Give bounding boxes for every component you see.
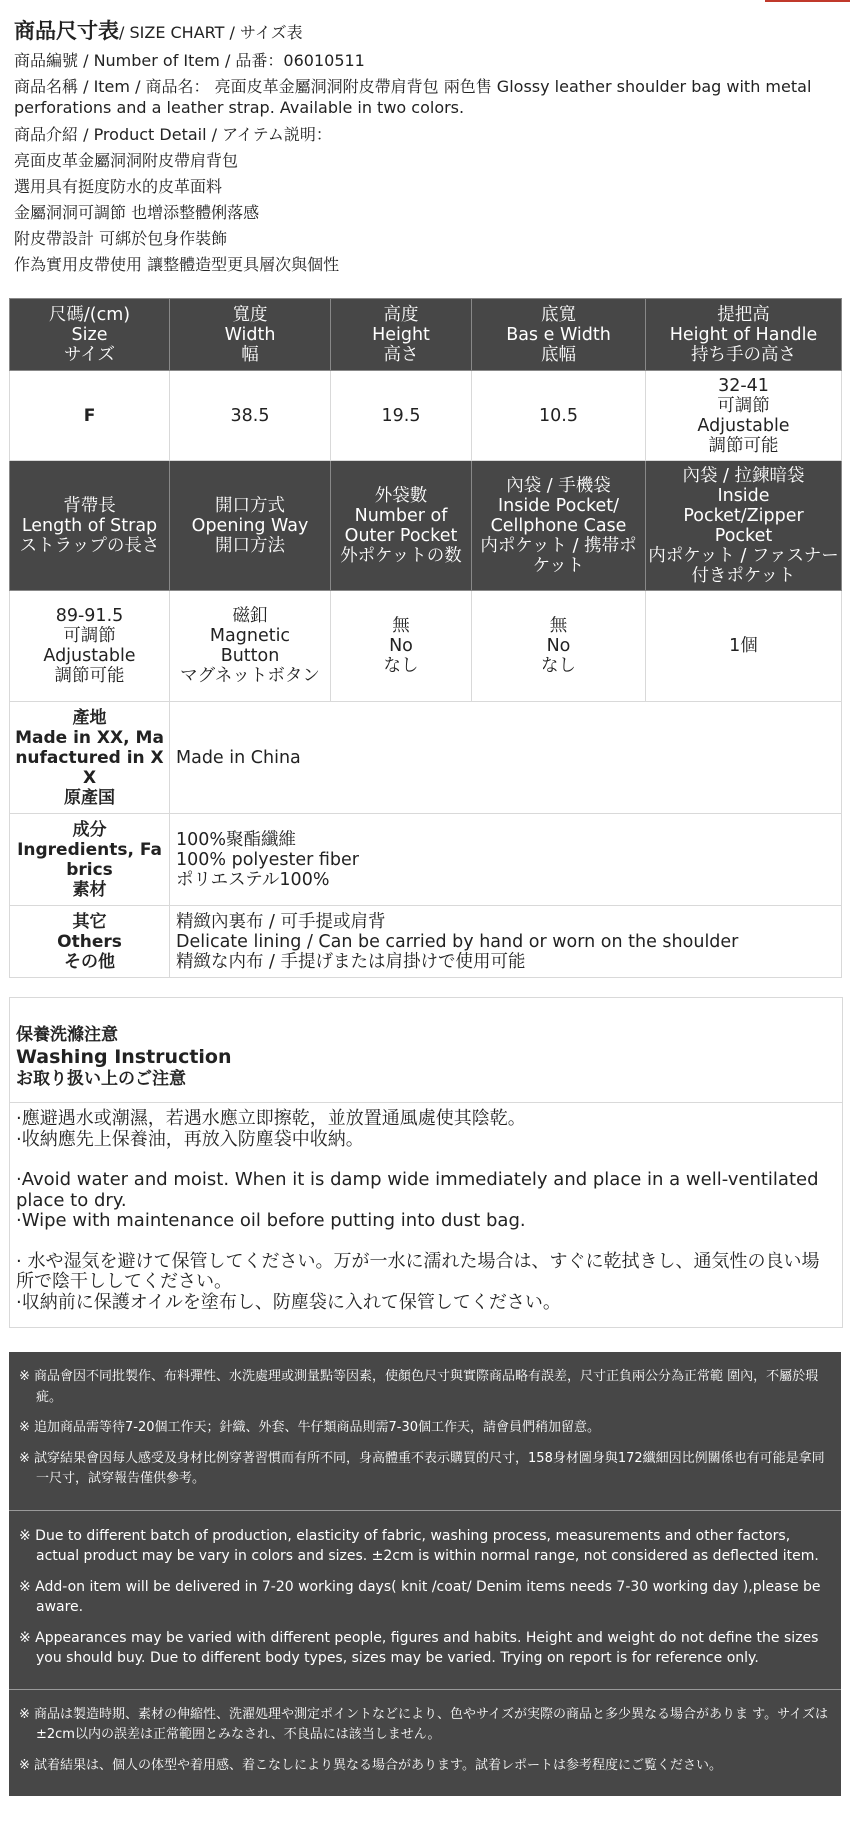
washing-item: · 水や湿気を避けて保管してください。万が一水に濡れた場合は、すぐに乾拭きし、通気性の良い場所で陰干ししてください。 <box>16 1250 820 1292</box>
size-header-row <box>10 299 842 371</box>
cell-line: Bas e Width <box>506 324 611 345</box>
cell-line: Pocket/Zipper <box>683 505 804 526</box>
strap-header-row <box>10 461 842 591</box>
cell-line: 精緻な内布 / 手提げまたは肩掛けで使用可能 <box>176 951 526 972</box>
washing-en-group <box>16 1170 836 1232</box>
washing-ja-group <box>16 1252 836 1314</box>
cell-line: 產地 <box>72 707 107 728</box>
cell-line: Pocket <box>714 525 773 546</box>
cell-line: Cellphone Case <box>490 515 627 536</box>
cell-line: 素材 <box>72 879 107 900</box>
washing-zh-group <box>16 1109 836 1150</box>
cell-line: 調節可能 <box>708 435 779 456</box>
cell-line: Number of <box>354 505 448 526</box>
washing-instruction-box <box>9 997 843 1328</box>
cell-line: F <box>83 405 96 426</box>
cell-line: ストラップの長さ <box>19 535 160 556</box>
detail-line: 金屬洞洞可調節 也增添整體俐落感 <box>14 203 260 222</box>
product-detail-label: 商品介紹 / Product Detail / アイテム説明： <box>14 125 332 144</box>
cell-line: 高度 <box>383 304 419 325</box>
size-value-row <box>10 371 842 461</box>
cell-line: 底幅 <box>541 344 576 365</box>
washing-item: ·収納前に保護オイルを塗布し、防塵袋に入れて保管してください。 <box>16 1291 561 1313</box>
notice-ja-group <box>9 1690 841 1797</box>
opening-way-cell <box>170 591 331 702</box>
cell-line: Height of Handle <box>669 324 818 345</box>
cell-line: Others <box>57 931 122 952</box>
cell-line: 原產国 <box>64 787 115 808</box>
cell-line: その他 <box>64 951 115 972</box>
cell-line: 10.5 <box>539 405 578 426</box>
cell-line: 幅 <box>241 344 259 365</box>
washing-item: ·應避遇水或潮濕，若遇水應立即擦乾，並放置通風處使其陰乾。 <box>16 1108 526 1129</box>
corner-accent-line <box>765 0 850 2</box>
handle-height-cell <box>646 371 842 461</box>
cell-line: 無 <box>392 616 410 636</box>
others-label <box>10 906 170 978</box>
strap-value-row <box>10 591 842 702</box>
cell-line: Height <box>372 324 430 345</box>
origin-label <box>10 702 170 814</box>
washing-body <box>10 1109 842 1327</box>
cell-line: マグネットボタン <box>180 666 320 686</box>
cell-line: No <box>389 636 413 656</box>
product-detail-list <box>14 148 834 278</box>
zipper-pocket-cell <box>646 591 842 702</box>
cell-line: 可調節 <box>717 395 770 416</box>
cell-line: 高さ <box>383 344 419 365</box>
cell-line: サイズ <box>63 344 116 365</box>
size-chart-title <box>14 18 834 46</box>
notice-box <box>9 1352 841 1796</box>
cell-line: 外ポケットの数 <box>340 545 462 566</box>
size-table <box>9 298 842 978</box>
header-cell <box>10 299 170 371</box>
washing-title-ja: お取り扱い上のご注意 <box>16 1069 186 1089</box>
washing-title <box>10 998 842 1103</box>
origin-row <box>10 702 842 814</box>
title-sub: / SIZE CHART / サイズ表 <box>119 23 303 42</box>
cell-line: 底寬 <box>541 304 576 325</box>
cell-line: Made in China <box>176 747 301 768</box>
item-number: 商品編號 / Number of Item / 品番：06010511 <box>14 51 365 70</box>
cell-line: 內袋 / 手機袋 <box>506 475 611 496</box>
cell-line: Made in XX, Manufactured in XX <box>15 727 164 788</box>
notice-item: ※ 追加商品需等待7-20個工作天；針織、外套、牛仔類商品則需7-30個工作天，請會員們稍加留意。 <box>19 1420 601 1435</box>
cell-line: Opening Way <box>191 515 309 536</box>
base-width-cell <box>472 371 646 461</box>
detail-line: 選用具有挺度防水的皮革面料 <box>14 177 223 196</box>
cell-line: 寬度 <box>232 304 268 325</box>
cell-line: 磁釦 <box>232 606 268 626</box>
cell-line: 内ポケット / ファスナー付きポケット <box>648 545 839 586</box>
title-main: 商品尺寸表 <box>14 19 119 43</box>
cell-line: なし <box>541 656 576 676</box>
cell-line: 開口方式 <box>215 495 285 516</box>
cell-line: 調節可能 <box>54 666 125 686</box>
cell-line: 100%聚酯纖維 <box>176 829 297 850</box>
notice-item: ※ Appearances may be varied with different people, figures and habits. Height and weight do not define the sizes you should buy. Due to different body types, sizes may be varied. Trying on report is for reference only. <box>19 1629 819 1666</box>
inside-pocket-cell <box>472 591 646 702</box>
cell-line: ポリエステル100% <box>176 869 330 890</box>
detail-line: 亮面皮革金屬洞洞附皮帶肩背包 <box>14 151 239 170</box>
cell-line: 89-91.5 <box>55 606 124 626</box>
notice-item: ※ 試穿結果會因每人感受及身材比例穿著習慣而有所不同，身高體重不表示購買的尺寸，158身材圖身與172纖細因比例關係也有可能是拿同一尺寸，試穿報告僅供參考。 <box>19 1450 825 1486</box>
width-cell <box>170 371 331 461</box>
washing-item: ·Avoid water and moist. When it is damp wide immediately and place in a well-ventilated place to dry. <box>16 1169 819 1211</box>
cell-line: 内ポケット / 携帯ポケット <box>480 535 637 576</box>
cell-line: 100% polyester fiber <box>176 849 359 870</box>
strap-length-cell <box>10 591 170 702</box>
height-cell <box>331 371 472 461</box>
cell-line: Adjustable <box>43 646 136 666</box>
cell-line: Delicate lining / Can be carried by hand or worn on the shoulder <box>176 931 739 952</box>
cell-line: 背帶長 <box>63 495 116 516</box>
notice-en-group <box>9 1511 841 1690</box>
ingredients-row <box>10 814 842 906</box>
origin-value <box>170 702 842 814</box>
notice-item: ※ 試着結果は、個人の体型や着用感、着こなしにより異なる場合があります。試着レポートは参考程度にご覧ください。 <box>19 1757 722 1773</box>
cell-line: 成分 <box>72 819 107 840</box>
cell-line: 19.5 <box>381 405 421 426</box>
cell-line: Length of Strap <box>21 515 158 536</box>
cell-line: 其它 <box>72 911 107 932</box>
product-header <box>14 18 834 278</box>
notice-item: ※ 商品は製造時期、素材の伸縮性、洗濯処理や測定ポイントなどにより、色やサイズが実際の商品と多少異なる場合がありま す。サイズは±2cm以内の誤差は正常範囲とみなされ、不良品には該当しません。 <box>19 1706 829 1742</box>
header-cell <box>170 299 331 371</box>
washing-title-en: Washing Instruction <box>16 1046 232 1068</box>
header-cell <box>170 461 331 591</box>
washing-title-zh: 保養洗滌注意 <box>16 1025 118 1045</box>
size-cell <box>10 371 170 461</box>
notice-item: ※ Due to different batch of production, elasticity of fabric, washing process, measurements and other factors, actual product may be vary in colors and sizes. ±2cm is within normal range, not considered as deflected item. <box>19 1527 819 1564</box>
notice-item: ※ 商品會因不同批製作、布料彈性、水洗處理或測量點等因素，使顏色尺寸與實際商品略有誤差，尺寸正負兩公分為正常範 圍內，不屬於瑕疵。 <box>19 1369 819 1405</box>
cell-line: 內袋 / 拉鍊暗袋 <box>682 465 805 486</box>
cell-line: No <box>546 636 571 656</box>
cell-line: 精緻內裏布 / 可手提或肩背 <box>176 911 386 932</box>
cell-line: Outer Pocket <box>344 525 458 546</box>
ingredients-label <box>10 814 170 906</box>
detail-line: 附皮帶設計 可綁於包身作裝飾 <box>14 229 228 248</box>
cell-line: 38.5 <box>230 405 270 426</box>
header-cell <box>646 461 842 591</box>
others-value <box>170 906 842 978</box>
header-cell <box>331 299 472 371</box>
cell-line: Button <box>220 646 280 666</box>
washing-item: ·收納應先上保養油，再放入防塵袋中收納。 <box>16 1128 364 1150</box>
cell-line: Width <box>224 324 276 345</box>
cell-line: 1個 <box>729 636 758 656</box>
header-cell <box>472 461 646 591</box>
cell-line: Adjustable <box>697 415 790 436</box>
notice-item: ※ Add-on item will be delivered in 7-20 working days( knit /coat/ Denim items needs 7-30 working day ),please be aware. <box>19 1578 821 1615</box>
cell-line: Ingredients, Fabrics <box>17 839 162 880</box>
others-row <box>10 906 842 978</box>
cell-line: Inside <box>717 485 770 506</box>
cell-line: 32-41 <box>718 375 769 396</box>
cell-line: なし <box>383 656 419 676</box>
cell-line: 提把高 <box>717 304 770 325</box>
ingredients-value <box>170 814 842 906</box>
cell-line: 開口方法 <box>215 535 285 556</box>
cell-line: 無 <box>549 616 568 636</box>
cell-line: Size <box>71 324 108 345</box>
header-cell <box>646 299 842 371</box>
outer-pocket-cell <box>331 591 472 702</box>
cell-line: 尺碼/(cm) <box>48 304 131 325</box>
cell-line: Inside Pocket/ <box>498 495 619 516</box>
cell-line: Magnetic <box>209 626 291 646</box>
cell-line: 可調節 <box>63 626 116 646</box>
cell-line: 持ち手の高さ <box>691 344 796 365</box>
notice-zh-group <box>9 1352 841 1511</box>
washing-item: ·Wipe with maintenance oil before putting into dust bag. <box>16 1210 526 1231</box>
detail-line: 作為實用皮帶使用 讓整體造型更具層次與個性 <box>14 255 340 274</box>
item-name: 商品名稱 / Item / 商品名： 亮面皮革金屬洞洞附皮帶肩背包 兩色售 Glossy leather shoulder bag with metal perforations and a leather strap. Available in two colors. <box>14 77 812 117</box>
header-cell <box>472 299 646 371</box>
header-cell <box>10 461 170 591</box>
header-cell <box>331 461 472 591</box>
cell-line: 外袋數 <box>374 485 428 506</box>
